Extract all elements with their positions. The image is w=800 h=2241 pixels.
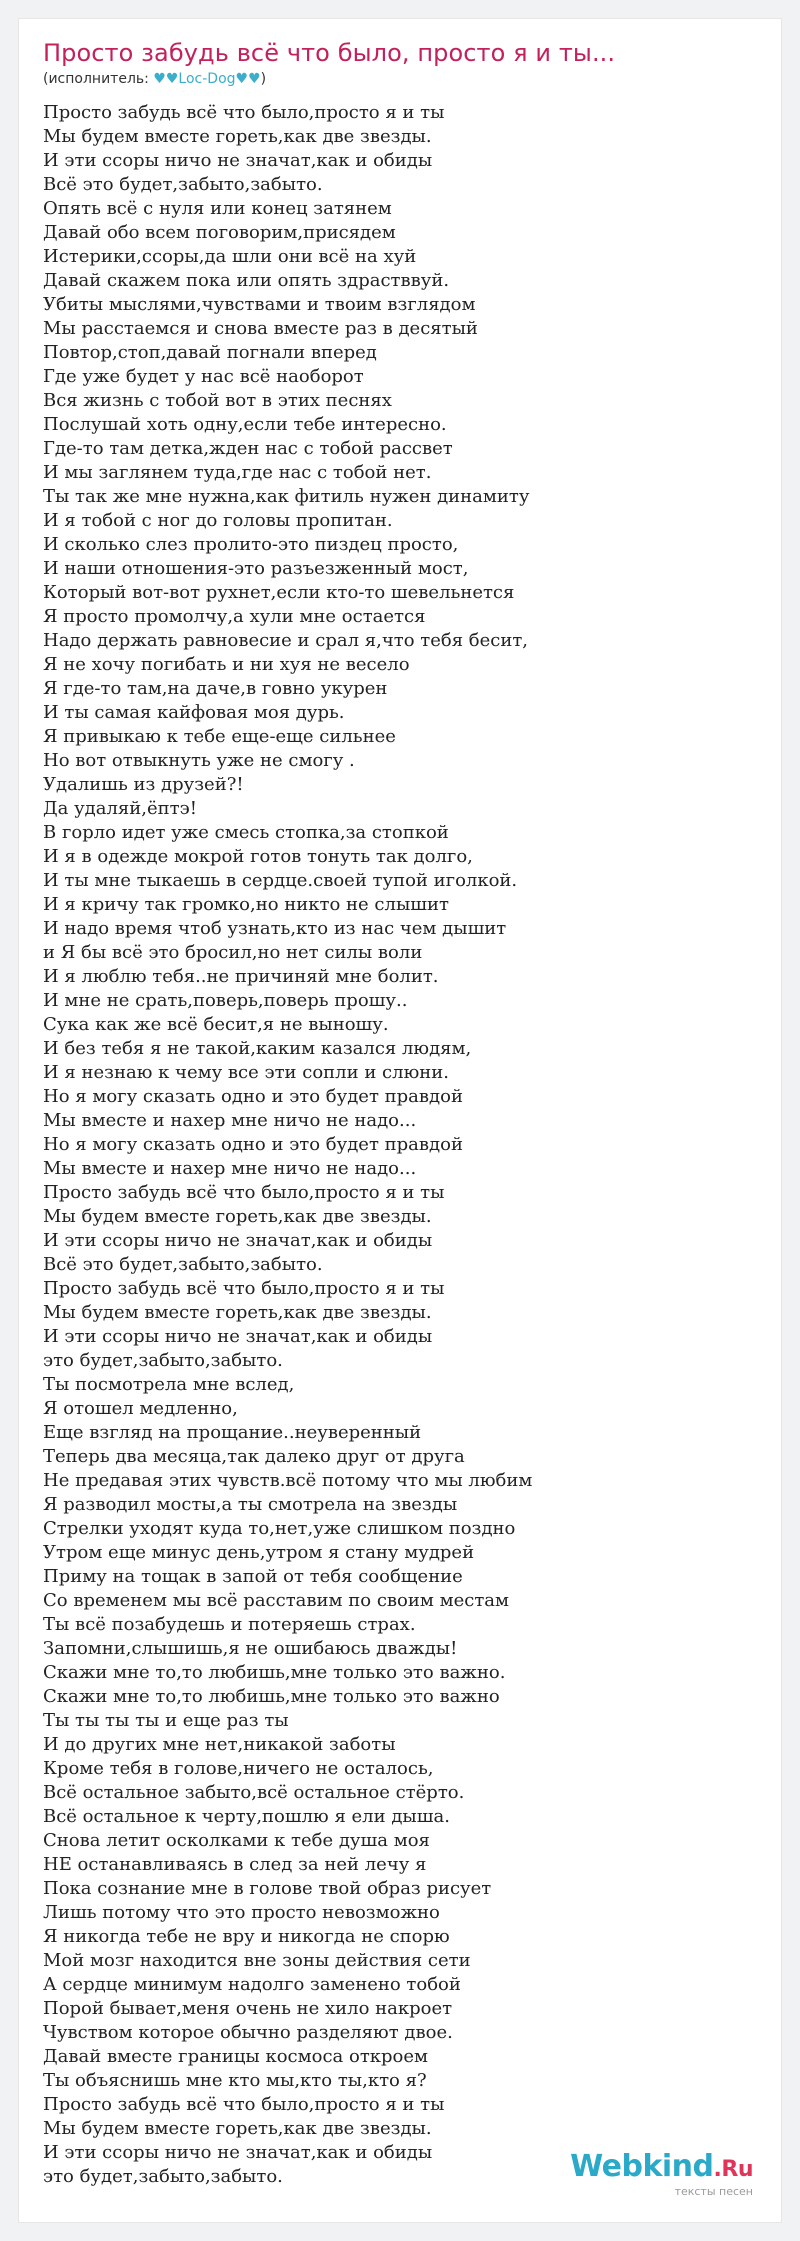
lyric-line: И надо время чтоб узнать,кто из нас чем дышит bbox=[43, 918, 507, 939]
lyric-line: И я кричу так громко,но никто не слышит bbox=[43, 894, 449, 915]
lyric-line: Опять всё с нуля или конец затянем bbox=[43, 198, 392, 219]
lyric-line: Еще взгляд на прощание..неуверенный bbox=[43, 1422, 422, 1443]
lyric-line: И до других мне нет,никакой заботы bbox=[43, 1734, 396, 1755]
logo-tagline: тексты песен bbox=[674, 2185, 753, 2198]
lyric-line: И я в одежде мокрой готов тонуть так долго, bbox=[43, 846, 473, 867]
lyric-line: Истерики,ссоры,да шли они всё на хуй bbox=[43, 246, 417, 267]
lyric-line: Скажи мне то,то любишь,мне только это важно bbox=[43, 1686, 500, 1707]
lyric-line: Теперь два месяца,так далеко друг от друга bbox=[43, 1446, 465, 1467]
lyric-line: Ты объяснишь мне кто мы,кто ты,кто я? bbox=[43, 2070, 427, 2091]
lyric-line: Давай обо всем поговорим,присядем bbox=[43, 222, 396, 243]
lyric-line: Ты ты ты ты и еще раз ты bbox=[43, 1710, 289, 1731]
lyric-line: Я просто промолчу,а хули мне остается bbox=[43, 606, 426, 627]
lyric-line: Где уже будет у нас всё наоборот bbox=[43, 366, 364, 387]
lyric-line: И без тебя я не такой,каким казался людям, bbox=[43, 1038, 472, 1059]
lyric-line: Чувством которое обычно разделяют двое. bbox=[43, 2022, 453, 2043]
lyric-line: В горло идет уже смесь стопка,за стопкой bbox=[43, 822, 449, 843]
lyric-line: Убиты мыслями,чувствами и твоим взглядом bbox=[43, 294, 476, 315]
lyric-line: Ты так же мне нужна,как фитиль нужен динамиту bbox=[43, 486, 530, 507]
lyric-line: И наши отношения-это разъезженный мост, bbox=[43, 558, 469, 579]
lyric-line: Не предавая этих чувств.всё потому что мы любим bbox=[43, 1470, 533, 1491]
lyric-line: Ты посмотрела мне вслед, bbox=[43, 1374, 295, 1395]
lyric-line: Просто забудь всё что было,просто я и ты bbox=[43, 1278, 445, 1299]
lyric-line: Удалишь из друзей?! bbox=[43, 774, 244, 795]
lyric-line: Мой мозг находится вне зоны действия сети bbox=[43, 1950, 471, 1971]
lyric-line: Скажи мне то,то любишь,мне только это важно. bbox=[43, 1662, 506, 1683]
lyric-line: И ты самая кайфовая моя дурь. bbox=[43, 702, 345, 723]
lyric-line: Давай скажем пока или опять здрастввуй. bbox=[43, 270, 450, 291]
lyrics-text bbox=[43, 101, 763, 2189]
lyric-line: И эти ссоры ничо не значат,как и обиды bbox=[43, 1326, 433, 1347]
lyric-line: это будет,забыто,забыто. bbox=[43, 1350, 283, 1371]
lyric-line: Приму на тощак в запой от тебя сообщение bbox=[43, 1566, 463, 1587]
lyrics-page bbox=[18, 18, 782, 2223]
lyric-line: Вся жизнь с тобой вот в этих песнях bbox=[43, 390, 392, 411]
lyric-line: Мы будем вместе гореть,как две звезды. bbox=[43, 1302, 432, 1323]
lyric-line: Надо держать равновесие и срал я,что тебя бесит, bbox=[43, 630, 529, 651]
lyric-line: Я привыкаю к тебе еще-еще сильнее bbox=[43, 726, 396, 747]
lyric-line: А сердце минимум надолго заменено тобой bbox=[43, 1974, 461, 1995]
lyric-line: Всё остальное к черту,пошлю я ели дыша. bbox=[43, 1806, 450, 1827]
lyric-line: Да удаляй,ёптэ! bbox=[43, 798, 197, 819]
lyric-line: Сука как же всё бесит,я не выношу. bbox=[43, 1014, 389, 1035]
artist-suffix: ) bbox=[260, 71, 267, 87]
lyric-line: Повтор,стоп,давай погнали вперед bbox=[43, 342, 377, 363]
song-title: Просто забудь всё что было, просто я и ты... bbox=[43, 39, 616, 67]
lyric-line: И я люблю тебя..не причиняй мне болит. bbox=[43, 966, 439, 987]
lyric-line: Я отошел медленно, bbox=[43, 1398, 238, 1419]
logo-tld: .Ru bbox=[713, 2157, 753, 2182]
heart-icon: ♥♥ bbox=[153, 71, 179, 87]
lyric-line: Всё это будет,забыто,забыто. bbox=[43, 174, 323, 195]
lyric-line: Просто забудь всё что было,просто я и ты bbox=[43, 1182, 445, 1203]
lyric-line: Мы будем вместе гореть,как две звезды. bbox=[43, 1206, 432, 1227]
lyric-line: Мы вместе и нахер мне ничо не надо... bbox=[43, 1158, 417, 1179]
lyric-line: Мы вместе и нахер мне ничо не надо... bbox=[43, 1110, 417, 1131]
lyric-line: Просто забудь всё что было,просто я и ты bbox=[43, 2094, 445, 2115]
lyric-line: Я не хочу погибать и ни хуя не весело bbox=[43, 654, 410, 675]
lyric-line: Который вот-вот рухнет,если кто-то шевельнется bbox=[43, 582, 515, 603]
lyric-line: Но я могу сказать одно и это будет правдой bbox=[43, 1134, 463, 1155]
lyric-line: Но я могу сказать одно и это будет правдой bbox=[43, 1086, 463, 1107]
lyric-line: Мы будем вместе гореть,как две звезды. bbox=[43, 126, 432, 147]
lyric-line: Ты всё позабудешь и потеряешь страх. bbox=[43, 1614, 416, 1635]
lyric-line: И мы заглянем туда,где нас с тобой нет. bbox=[43, 462, 432, 483]
lyric-line: Запомни,слышишь,я не ошибаюсь дважды! bbox=[43, 1638, 458, 1659]
lyric-line: И эти ссоры ничо не значат,как и обиды bbox=[43, 1230, 433, 1251]
lyric-line: Просто забудь всё что было,просто я и ты bbox=[43, 102, 445, 123]
lyric-line: Но вот отвыкнуть уже не смогу . bbox=[43, 750, 355, 771]
artist-prefix: (исполнитель: bbox=[43, 71, 154, 87]
lyric-line: Всё это будет,забыто,забыто. bbox=[43, 1254, 323, 1275]
lyric-line: Всё остальное забыто,всё остальное стёрто. bbox=[43, 1782, 465, 1803]
lyric-line: Я никогда тебе не вру и никогда не спорю bbox=[43, 1926, 450, 1947]
lyric-line: Мы будем вместе гореть,как две звезды. bbox=[43, 2118, 432, 2139]
lyric-line: Снова летит осколками к тебе душа моя bbox=[43, 1830, 430, 1851]
lyric-line: Пока сознание мне в голове твой образ рисует bbox=[43, 1878, 492, 1899]
lyric-line: Порой бывает,меня очень не хило накроет bbox=[43, 1998, 453, 2019]
artist-link[interactable]: Loc-Dog bbox=[178, 71, 236, 87]
logo-name: Webkind bbox=[570, 2149, 714, 2184]
lyric-line: И эти ссоры ничо не значат,как и обиды bbox=[43, 2142, 433, 2163]
lyric-line: И мне не срать,поверь,поверь прошу.. bbox=[43, 990, 408, 1011]
lyric-line: Давай вместе границы космоса откроем bbox=[43, 2046, 429, 2067]
lyric-line: И я незнаю к чему все эти сопли и слюни. bbox=[43, 1062, 449, 1083]
webkind-logo[interactable] bbox=[570, 2149, 753, 2198]
lyric-line: Где-то там детка,жден нас с тобой рассвет bbox=[43, 438, 453, 459]
lyric-line: Со временем мы всё расставим по своим местам bbox=[43, 1590, 510, 1611]
lyric-line: И я тобой с ног до головы пропитан. bbox=[43, 510, 393, 531]
lyric-line: Я где-то там,на даче,в говно укурен bbox=[43, 678, 388, 699]
lyric-line: Кроме тебя в голове,ничего не осталось, bbox=[43, 1758, 434, 1779]
lyric-line: Лишь потому что это просто невозможно bbox=[43, 1902, 440, 1923]
lyric-line: Мы расстаемся и снова вместе раз в десятый bbox=[43, 318, 478, 339]
lyric-line: Утром еще минус день,утром я стану мудрей bbox=[43, 1542, 475, 1563]
lyric-line: И сколько слез пролито-это пиздец просто, bbox=[43, 534, 459, 555]
lyric-line: и Я бы всё это бросил,но нет силы воли bbox=[43, 942, 423, 963]
lyric-line: Я разводил мосты,а ты смотрела на звезды bbox=[43, 1494, 458, 1515]
lyric-line: И ты мне тыкаешь в сердце.своей тупой иголкой. bbox=[43, 870, 518, 891]
lyric-line: Стрелки уходят куда то,нет,уже слишком поздно bbox=[43, 1518, 516, 1539]
heart-icon: ♥♥ bbox=[235, 71, 261, 87]
lyric-line: это будет,забыто,забыто. bbox=[43, 2166, 283, 2187]
lyric-line: И эти ссоры ничо не значат,как и обиды bbox=[43, 150, 433, 171]
lyric-line: НЕ останавливаясь в след за ней лечу я bbox=[43, 1854, 427, 1875]
artist-line bbox=[43, 71, 266, 87]
lyric-line: Послушай хоть одну,если тебе интересно. bbox=[43, 414, 447, 435]
